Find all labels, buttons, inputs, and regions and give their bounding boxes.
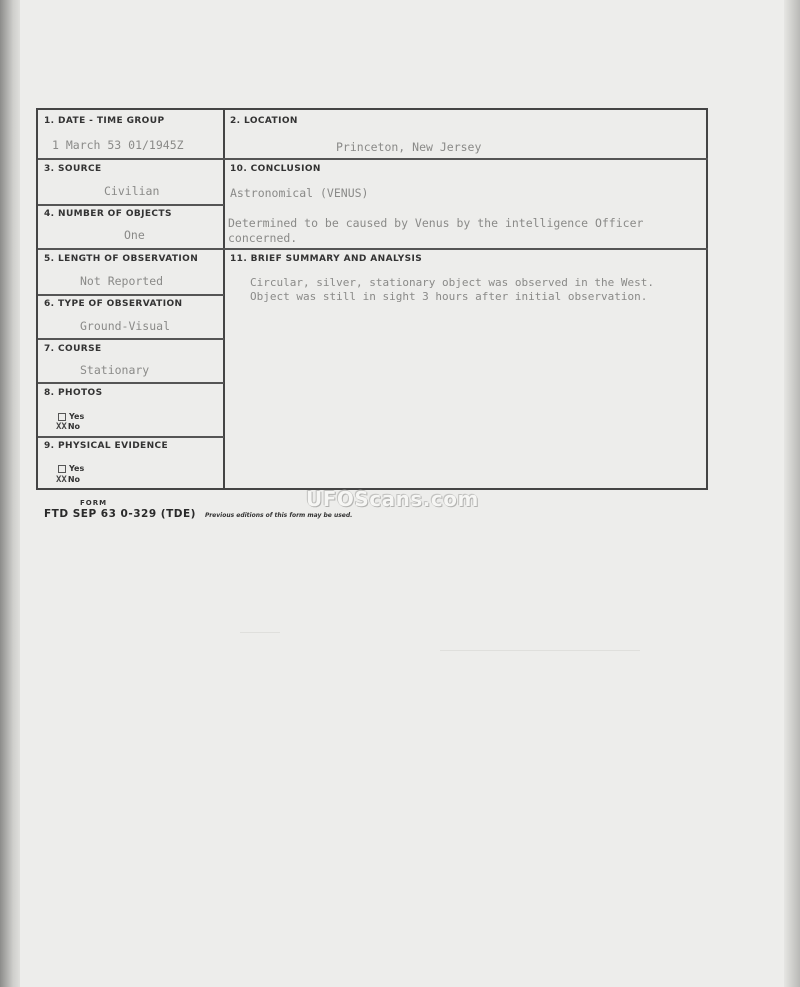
physical-evidence-no-text: No bbox=[67, 475, 81, 484]
number-of-objects-label: 4. NUMBER OF OBJECTS bbox=[44, 209, 172, 219]
course-value: Stationary bbox=[80, 363, 150, 377]
conclusion-value: Astronomical (VENUS) bbox=[230, 186, 369, 200]
footer-form-id: FTD SEP 63 0-329 (TDE) bbox=[44, 508, 196, 520]
date-time-group-value: 1 March 53 01/1945Z bbox=[52, 138, 184, 152]
photos-yes-checkbox bbox=[58, 413, 66, 421]
length-of-observation-label: 5. LENGTH OF OBSERVATION bbox=[44, 254, 199, 264]
watermark-text: UFOScans.com bbox=[306, 487, 479, 511]
scan-edge-left bbox=[0, 0, 22, 987]
scan-edge-right bbox=[784, 0, 800, 987]
brief-summary-line-2: Object was still in sight 3 hours after initial observation. bbox=[250, 290, 648, 303]
row-divider bbox=[38, 204, 224, 206]
physical-evidence-yes-checkbox bbox=[58, 465, 66, 473]
date-time-group-label: 1. DATE - TIME GROUP bbox=[44, 116, 165, 126]
location-value: Princeton, New Jersey bbox=[336, 140, 482, 154]
source-label: 3. SOURCE bbox=[44, 164, 102, 174]
conclusion-label: 10. CONCLUSION bbox=[230, 164, 321, 174]
number-of-objects-value: One bbox=[124, 228, 145, 242]
bleed-through-mark bbox=[440, 650, 640, 651]
row-divider bbox=[38, 158, 708, 160]
conclusion-detail: Determined to be caused by Venus by the intelligence Officer concerned. bbox=[228, 216, 644, 245]
row-divider bbox=[38, 248, 708, 250]
physical-evidence-yes-text: Yes bbox=[69, 464, 85, 473]
photos-yes-option bbox=[58, 412, 84, 421]
footer-form-word: FORM bbox=[80, 499, 108, 507]
row-divider bbox=[38, 436, 224, 438]
course-label: 7. COURSE bbox=[44, 344, 102, 354]
brief-summary-label: 11. BRIEF SUMMARY AND ANALYSIS bbox=[230, 254, 423, 264]
physical-evidence-no-checkmark: XX bbox=[56, 475, 67, 485]
photos-no-option bbox=[56, 422, 80, 432]
row-divider bbox=[38, 382, 224, 384]
photos-no-checkmark: XX bbox=[56, 422, 67, 432]
project-card-form bbox=[36, 108, 708, 490]
physical-evidence-label: 9. PHYSICAL EVIDENCE bbox=[44, 441, 169, 451]
brief-summary-line-1: Circular, silver, stationary object was observed in the West. bbox=[250, 276, 654, 289]
source-value: Civilian bbox=[104, 184, 160, 198]
length-of-observation-value: Not Reported bbox=[80, 274, 164, 288]
physical-evidence-yes-option bbox=[58, 464, 84, 473]
type-of-observation-value: Ground-Visual bbox=[80, 319, 171, 333]
row-divider bbox=[38, 338, 224, 340]
physical-evidence-no-option bbox=[56, 475, 80, 485]
type-of-observation-label: 6. TYPE OF OBSERVATION bbox=[44, 299, 183, 309]
photos-label: 8. PHOTOS bbox=[44, 388, 103, 398]
footer-note: Previous editions of this form may be used. bbox=[205, 512, 353, 519]
location-label: 2. LOCATION bbox=[230, 116, 298, 126]
photos-yes-text: Yes bbox=[69, 412, 85, 421]
row-divider bbox=[38, 294, 224, 296]
photos-no-text: No bbox=[67, 422, 81, 431]
bleed-through-mark bbox=[240, 632, 280, 633]
column-divider bbox=[223, 110, 225, 488]
